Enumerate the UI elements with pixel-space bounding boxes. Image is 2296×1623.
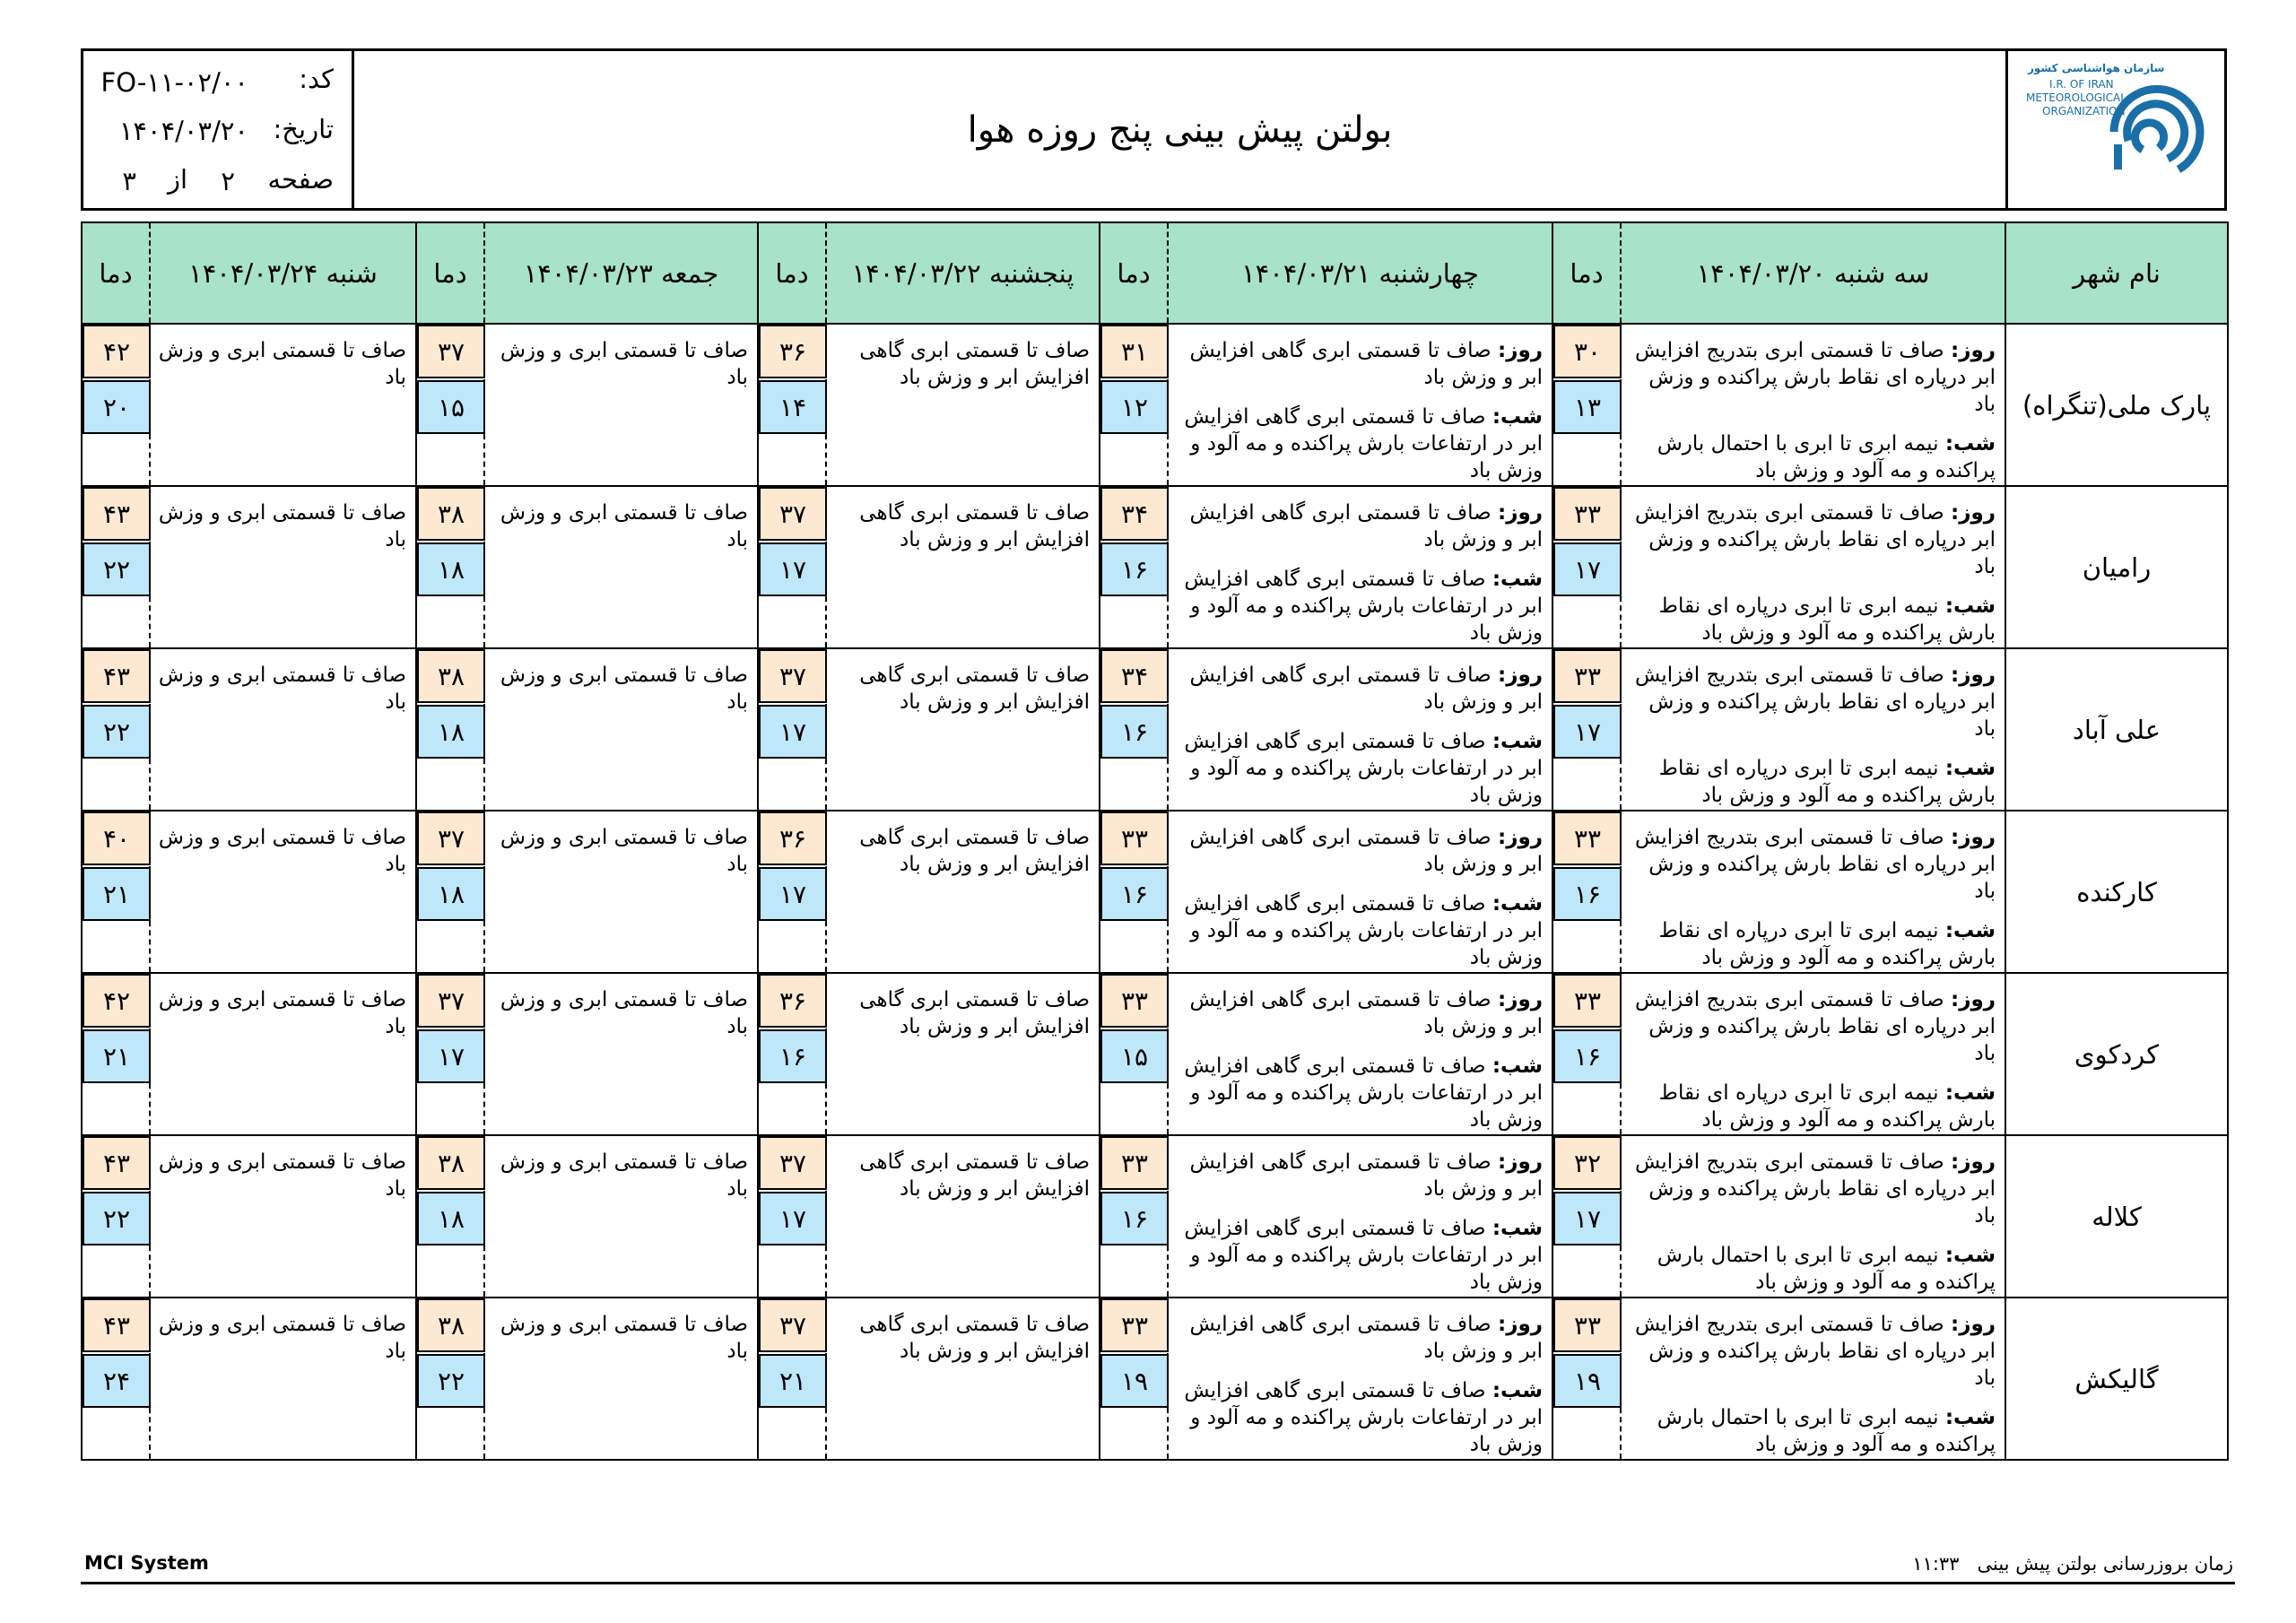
day-text: صاف تا قسمتی ابری بتدریج افزایش ابر درپاره ای نقاط بارش پراکنده و وزش باد — [1634, 664, 1996, 741]
min-temp: ۱۴ — [759, 380, 827, 434]
day-label: روز: — [1498, 339, 1543, 362]
table-header-row — [82, 222, 2228, 324]
night-label: شب: — [1944, 432, 1996, 456]
day-forecast — [1174, 824, 1543, 878]
temp-cell — [416, 486, 484, 648]
temp-cell — [1100, 648, 1168, 811]
max-temp: ۳۱ — [1100, 325, 1169, 378]
max-temp: ۳۳ — [1100, 812, 1169, 865]
forecast-day-night — [1621, 973, 2005, 1135]
page-current: ۲ — [221, 166, 235, 196]
table-row — [82, 486, 2228, 648]
max-temp: ۳۳ — [1553, 487, 1622, 541]
forecast-text: صاف تا قسمتی ابری و وزش باد — [484, 486, 758, 648]
day-text: صاف تا قسمتی ابری بتدریج افزایش ابر درپاره ای نقاط بارش پراکنده و وزش باد — [1634, 826, 1996, 903]
temp-cell — [758, 1135, 826, 1298]
max-temp: ۳۷ — [759, 649, 827, 703]
night-forecast — [1627, 430, 1996, 484]
night-forecast — [1627, 917, 1996, 971]
max-temp: ۴۲ — [83, 974, 151, 1028]
temp-cell — [416, 1298, 484, 1460]
forecast-text: صاف تا قسمتی ابری و وزش باد — [150, 1298, 416, 1460]
day-forecast — [1174, 1311, 1543, 1365]
night-text: نیمه ابری تا ابری درپاره ای نقاط بارش پراکنده و مه آلود و وزش باد — [1658, 595, 1996, 645]
temp-cell — [1552, 648, 1621, 811]
max-temp: ۳۷ — [759, 487, 827, 541]
max-temp: ۳۷ — [417, 974, 485, 1028]
min-temp: ۲۲ — [417, 1354, 485, 1408]
min-temp: ۱۳ — [1553, 380, 1622, 434]
city-name: پارک ملی(تنگراه) — [2005, 324, 2228, 486]
temp-cell — [1100, 973, 1168, 1135]
night-forecast — [1174, 404, 1543, 484]
min-temp: ۱۶ — [1100, 705, 1169, 759]
forecast-day-night — [1621, 1298, 2005, 1460]
temp-cell — [82, 811, 150, 973]
day-forecast — [1627, 986, 1996, 1067]
day-label: روز: — [1951, 1313, 1996, 1336]
night-forecast — [1174, 890, 1543, 971]
city-name: گالیکش — [2005, 1298, 2228, 1460]
temp-cell — [82, 973, 150, 1135]
table-row — [82, 973, 2228, 1135]
footer-divider — [81, 1582, 2235, 1584]
temp-cell — [1100, 1298, 1168, 1460]
forecast-text: صاف تا قسمتی ابری و وزش باد — [484, 1298, 758, 1460]
night-forecast — [1174, 566, 1543, 647]
temp-cell — [1552, 811, 1621, 973]
forecast-text: صاف تا قسمتی ابری گاهی افزایش ابر و وزش باد — [826, 811, 1100, 973]
min-temp: ۱۶ — [1553, 867, 1622, 921]
max-temp: ۳۶ — [759, 325, 827, 378]
night-text: نیمه ابری تا ابری درپاره ای نقاط بارش پراکنده و مه آلود و وزش باد — [1658, 1081, 1996, 1132]
meteorological-organization-logo — [2008, 51, 2227, 208]
min-temp: ۲۴ — [83, 1354, 151, 1408]
page-total: ۳ — [122, 166, 136, 196]
night-text: نیمه ابری تا ابری درپاره ای نقاط بارش پراکنده و مه آلود و وزش باد — [1658, 757, 1996, 807]
day-forecast — [1174, 499, 1543, 553]
day-forecast — [1627, 662, 1996, 742]
table-row — [82, 648, 2228, 811]
forecast-text: صاف تا قسمتی ابری و وزش باد — [150, 1135, 416, 1298]
forecast-text: صاف تا قسمتی ابری و وزش باد — [484, 811, 758, 973]
min-temp: ۲۲ — [83, 705, 151, 759]
forecast-day-night — [1621, 811, 2005, 973]
temp-cell — [416, 811, 484, 973]
city-name: کلاله — [2005, 1135, 2228, 1298]
max-temp: ۳۰ — [1553, 325, 1622, 378]
night-label: شب: — [1492, 1055, 1543, 1078]
temp-cell — [82, 486, 150, 648]
min-temp: ۱۷ — [759, 1192, 827, 1245]
night-label: شب: — [1492, 892, 1543, 916]
night-label: شب: — [1492, 568, 1543, 591]
max-temp: ۳۸ — [417, 649, 485, 703]
min-temp: ۱۸ — [417, 542, 485, 596]
forecast-text: صاف تا قسمتی ابری گاهی افزایش ابر و وزش باد — [826, 1298, 1100, 1460]
forecast-text: صاف تا قسمتی ابری و وزش باد — [150, 648, 416, 811]
temp-cell — [1552, 1135, 1621, 1298]
night-label: شب: — [1944, 1406, 1996, 1429]
night-text: صاف تا قسمتی ابری گاهی افزایش ابر در ارتفاعات بارش پراکنده و مه آلود و وزش باد — [1184, 568, 1543, 645]
max-temp: ۳۷ — [417, 325, 485, 378]
min-temp: ۱۷ — [1553, 705, 1622, 759]
night-text: صاف تا قسمتی ابری گاهی افزایش ابر در ارتفاعات بارش پراکنده و مه آلود و وزش باد — [1184, 892, 1543, 969]
min-temp: ۱۶ — [1100, 867, 1169, 921]
forecast-text: صاف تا قسمتی ابری گاهی افزایش ابر و وزش باد — [826, 648, 1100, 811]
temp-cell — [758, 324, 826, 486]
day-forecast — [1174, 1149, 1543, 1202]
table-row — [82, 1135, 2228, 1298]
logo-org-en-3: ORGANIZATION — [2042, 105, 2126, 117]
max-temp: ۳۸ — [417, 487, 485, 541]
day-text: صاف تا قسمتی ابری بتدریج افزایش ابر درپاره ای نقاط بارش پراکنده و وزش باد — [1634, 501, 1996, 578]
night-label: شب: — [1492, 730, 1543, 753]
min-temp: ۱۷ — [1553, 542, 1622, 596]
night-label: شب: — [1492, 1379, 1543, 1402]
max-temp: ۳۷ — [759, 1298, 827, 1352]
temp-cell — [758, 973, 826, 1135]
table-row — [82, 324, 2228, 486]
forecast-text: صاف تا قسمتی ابری و وزش باد — [484, 648, 758, 811]
night-forecast — [1627, 593, 1996, 647]
min-temp: ۱۶ — [759, 1029, 827, 1083]
forecast-text: صاف تا قسمتی ابری و وزش باد — [484, 324, 758, 486]
temp-cell — [82, 1298, 150, 1460]
city-name: علی آباد — [2005, 648, 2228, 811]
day-text: صاف تا قسمتی ابری بتدریج افزایش ابر درپاره ای نقاط بارش پراکنده و وزش باد — [1634, 988, 1996, 1065]
date-value: ۱۴۰۴/۰۳/۲۰ — [118, 116, 248, 146]
max-temp: ۳۲ — [1553, 1136, 1622, 1190]
night-label: شب: — [1944, 1081, 1996, 1105]
temp-cell — [82, 648, 150, 811]
temp-cell — [758, 811, 826, 973]
temp-header: دما — [416, 222, 484, 324]
night-forecast — [1627, 1242, 1996, 1296]
night-label: شب: — [1492, 1217, 1543, 1240]
code-label: کد: — [299, 64, 334, 94]
max-temp: ۳۳ — [1100, 974, 1169, 1028]
page-label: صفحه — [267, 164, 334, 195]
temp-cell — [1552, 324, 1621, 486]
max-temp: ۳۸ — [417, 1136, 485, 1190]
night-text: نیمه ابری تا ابری با احتمال بارش پراکنده و مه آلود و وزش باد — [1657, 1244, 1996, 1294]
max-temp: ۳۸ — [417, 1298, 485, 1352]
max-temp: ۳۳ — [1100, 1298, 1169, 1352]
day-label: روز: — [1951, 988, 1996, 1011]
night-label: شب: — [1944, 919, 1996, 942]
temp-cell — [1552, 486, 1621, 648]
max-temp: ۳۳ — [1553, 812, 1622, 865]
day-text: صاف تا قسمتی ابری گاهی افزایش ابر و وزش باد — [1189, 826, 1543, 876]
logo-cell — [2005, 51, 2224, 208]
min-temp: ۱۸ — [417, 705, 485, 759]
footer-system: MCI System — [84, 1552, 209, 1574]
temp-header: دما — [1100, 222, 1168, 324]
city-name: کردکوی — [2005, 973, 2228, 1135]
forecast-text: صاف تا قسمتی ابری گاهی افزایش ابر و وزش باد — [826, 1135, 1100, 1298]
day-text: صاف تا قسمتی ابری گاهی افزایش ابر و وزش باد — [1189, 664, 1543, 714]
min-temp: ۲۱ — [83, 867, 151, 921]
forecast-text: صاف تا قسمتی ابری و وزش باد — [150, 973, 416, 1135]
footer-update-label: زمان بروزرسانی بولتن پیش بینی — [1977, 1553, 2233, 1575]
temp-cell — [416, 324, 484, 486]
temp-cell — [416, 973, 484, 1135]
max-temp: ۴۳ — [83, 1298, 151, 1352]
date-label: تاریخ: — [273, 114, 334, 144]
document-meta — [83, 51, 354, 208]
min-temp: ۲۰ — [83, 380, 151, 434]
max-temp: ۴۲ — [83, 325, 151, 378]
day-forecast — [1174, 662, 1543, 716]
max-temp: ۴۳ — [83, 487, 151, 541]
temp-cell — [82, 1135, 150, 1298]
temp-header: دما — [758, 222, 826, 324]
temp-cell — [1100, 811, 1168, 973]
temp-cell — [82, 324, 150, 486]
min-temp: ۱۸ — [417, 867, 485, 921]
day-forecast — [1174, 337, 1543, 391]
page-title: بولتن پیش بینی پنج روزه هوا — [967, 108, 1393, 151]
day-forecast — [1627, 499, 1996, 580]
night-forecast — [1627, 1404, 1996, 1458]
max-temp: ۳۶ — [759, 812, 827, 865]
city-header: نام شهر — [2005, 222, 2228, 324]
min-temp: ۱۸ — [417, 1192, 485, 1245]
min-temp: ۱۷ — [759, 542, 827, 596]
night-forecast — [1174, 1215, 1543, 1296]
max-temp: ۴۳ — [83, 1136, 151, 1190]
day-header: چهارشنبه ۱۴۰۴/۰۳/۲۱ — [1168, 222, 1552, 324]
max-temp: ۳۳ — [1100, 1136, 1169, 1190]
night-label: شب: — [1944, 1244, 1996, 1267]
day-text: صاف تا قسمتی ابری گاهی افزایش ابر و وزش باد — [1189, 501, 1543, 551]
table-row — [82, 811, 2228, 973]
logo-org-en-2: METEOROLOGICAL — [2026, 91, 2126, 104]
temp-cell — [416, 648, 484, 811]
forecast-day-night — [1621, 486, 2005, 648]
max-temp: ۳۳ — [1553, 974, 1622, 1028]
temp-cell — [1552, 973, 1621, 1135]
min-temp: ۱۷ — [759, 867, 827, 921]
forecast-text: صاف تا قسمتی ابری و وزش باد — [484, 1135, 758, 1298]
page-of: از — [167, 164, 187, 195]
forecast-day-night — [1621, 1135, 2005, 1298]
day-label: روز: — [1498, 501, 1543, 525]
forecast-table — [81, 221, 2229, 1461]
max-temp: ۴۳ — [83, 649, 151, 703]
day-text: صاف تا قسمتی ابری بتدریج افزایش ابر درپاره ای نقاط بارش پراکنده و وزش باد — [1634, 1313, 1996, 1390]
day-label: روز: — [1951, 1150, 1996, 1174]
temp-header: دما — [1552, 222, 1621, 324]
day-forecast — [1174, 986, 1543, 1040]
forecast-day-night — [1168, 973, 1552, 1135]
min-temp: ۲۱ — [83, 1029, 151, 1083]
day-forecast — [1627, 1149, 1996, 1229]
min-temp: ۱۹ — [1553, 1354, 1622, 1408]
night-text: صاف تا قسمتی ابری گاهی افزایش ابر در ارتفاعات بارش پراکنده و مه آلود و وزش باد — [1184, 405, 1543, 482]
bulletin-header — [81, 48, 2227, 211]
code-value: FO-۱۱-۰۲/۰۰ — [100, 67, 248, 98]
day-label: روز: — [1498, 826, 1543, 849]
forecast-day-night — [1621, 324, 2005, 486]
temp-cell — [1100, 1135, 1168, 1298]
night-label: شب: — [1944, 757, 1996, 780]
forecast-text: صاف تا قسمتی ابری گاهی افزایش ابر و وزش باد — [826, 486, 1100, 648]
min-temp: ۱۲ — [1100, 380, 1169, 434]
temp-cell — [416, 1135, 484, 1298]
day-text: صاف تا قسمتی ابری گاهی افزایش ابر و وزش باد — [1189, 1150, 1543, 1201]
forecast-text: صاف تا قسمتی ابری گاهی افزایش ابر و وزش باد — [826, 973, 1100, 1135]
day-text: صاف تا قسمتی ابری بتدریج افزایش ابر درپاره ای نقاط بارش پراکنده و وزش باد — [1634, 1150, 1996, 1228]
city-name: کارکنده — [2005, 811, 2228, 973]
night-text: نیمه ابری تا ابری با احتمال بارش پراکنده و مه آلود و وزش باد — [1657, 432, 1996, 482]
max-temp: ۳۷ — [759, 1136, 827, 1190]
logo-org-fa: سازمان هواشناسی کشور — [2028, 62, 2165, 74]
temp-cell — [1552, 1298, 1621, 1460]
day-label: روز: — [1951, 339, 1996, 362]
temp-cell — [1100, 324, 1168, 486]
temp-cell — [758, 648, 826, 811]
forecast-day-night — [1168, 1135, 1552, 1298]
max-temp: ۴۰ — [83, 812, 151, 865]
table-row — [82, 1298, 2228, 1460]
day-text: صاف تا قسمتی ابری گاهی افزایش ابر و وزش باد — [1189, 988, 1543, 1038]
forecast-text: صاف تا قسمتی ابری و وزش باد — [150, 811, 416, 973]
forecast-day-night — [1168, 648, 1552, 811]
night-forecast — [1174, 728, 1543, 809]
day-text: صاف تا قسمتی ابری گاهی افزایش ابر و وزش باد — [1189, 339, 1543, 389]
forecast-day-night — [1168, 486, 1552, 648]
min-temp: ۱۶ — [1100, 1192, 1169, 1245]
day-text: صاف تا قسمتی ابری بتدریج افزایش ابر درپاره ای نقاط بارش پراکنده و وزش باد — [1634, 339, 1996, 416]
forecast-text: صاف تا قسمتی ابری و وزش باد — [150, 486, 416, 648]
forecast-day-night — [1168, 1298, 1552, 1460]
temp-header: دما — [82, 222, 150, 324]
max-temp: ۳۳ — [1553, 1298, 1622, 1352]
min-temp: ۲۱ — [759, 1354, 827, 1408]
day-text: صاف تا قسمتی ابری گاهی افزایش ابر و وزش باد — [1189, 1313, 1543, 1363]
night-text: نیمه ابری تا ابری درپاره ای نقاط بارش پراکنده و مه آلود و وزش باد — [1658, 919, 1996, 969]
day-header: پنجشنبه ۱۴۰۴/۰۳/۲۲ — [826, 222, 1100, 324]
night-text: نیمه ابری تا ابری با احتمال بارش پراکنده و مه آلود و وزش باد — [1657, 1406, 1996, 1456]
max-temp: ۳۳ — [1553, 649, 1622, 703]
day-label: روز: — [1498, 1150, 1543, 1174]
logo-org-en-1: I.R. OF IRAN — [2049, 78, 2114, 91]
day-header: جمعه ۱۴۰۴/۰۳/۲۳ — [484, 222, 758, 324]
min-temp: ۱۹ — [1100, 1354, 1169, 1408]
day-label: روز: — [1498, 664, 1543, 687]
night-label: شب: — [1944, 595, 1996, 618]
min-temp: ۲۲ — [83, 1192, 151, 1245]
night-text: صاف تا قسمتی ابری گاهی افزایش ابر در ارتفاعات بارش پراکنده و مه آلود و وزش باد — [1184, 1379, 1543, 1456]
footer-update-time: ۱۱:۳۳ — [1912, 1553, 1960, 1575]
temp-cell — [758, 486, 826, 648]
night-text: صاف تا قسمتی ابری گاهی افزایش ابر در ارتفاعات بارش پراکنده و مه آلود و وزش باد — [1184, 730, 1543, 807]
forecast-day-night — [1168, 324, 1552, 486]
min-temp: ۱۶ — [1553, 1029, 1622, 1083]
min-temp: ۲۲ — [83, 542, 151, 596]
min-temp: ۱۷ — [759, 705, 827, 759]
day-header: سه شنبه ۱۴۰۴/۰۳/۲۰ — [1621, 222, 2005, 324]
day-label: روز: — [1951, 501, 1996, 525]
day-forecast — [1627, 337, 1996, 418]
night-label: شب: — [1492, 405, 1543, 429]
night-forecast — [1627, 1080, 1996, 1133]
min-temp: ۱۵ — [417, 380, 485, 434]
city-name: رامیان — [2005, 486, 2228, 648]
day-header: شنبه ۱۴۰۴/۰۳/۲۴ — [150, 222, 416, 324]
forecast-day-night — [1621, 648, 2005, 811]
night-text: صاف تا قسمتی ابری گاهی افزایش ابر در ارتفاعات بارش پراکنده و مه آلود و وزش باد — [1184, 1055, 1543, 1132]
min-temp: ۱۷ — [417, 1029, 485, 1083]
day-label: روز: — [1498, 988, 1543, 1011]
day-label: روز: — [1951, 664, 1996, 687]
day-label: روز: — [1498, 1313, 1543, 1336]
max-temp: ۳۴ — [1100, 487, 1169, 541]
min-temp: ۱۵ — [1100, 1029, 1169, 1083]
forecast-text: صاف تا قسمتی ابری و وزش باد — [150, 324, 416, 486]
day-forecast — [1627, 1311, 1996, 1392]
night-forecast — [1627, 755, 1996, 809]
forecast-text: صاف تا قسمتی ابری و وزش باد — [484, 973, 758, 1135]
temp-cell — [758, 1298, 826, 1460]
day-label: روز: — [1951, 826, 1996, 849]
title-cell — [354, 51, 2005, 208]
max-temp: ۳۷ — [417, 812, 485, 865]
night-forecast — [1174, 1377, 1543, 1458]
day-forecast — [1627, 824, 1996, 905]
night-text: صاف تا قسمتی ابری گاهی افزایش ابر در ارتفاعات بارش پراکنده و مه آلود و وزش باد — [1184, 1217, 1543, 1294]
min-temp: ۱۶ — [1100, 542, 1169, 596]
min-temp: ۱۷ — [1553, 1192, 1622, 1245]
footer-update — [1912, 1553, 2233, 1575]
max-temp: ۳۶ — [759, 974, 827, 1028]
max-temp: ۳۴ — [1100, 649, 1169, 703]
night-forecast — [1174, 1053, 1543, 1133]
temp-cell — [1100, 486, 1168, 648]
forecast-day-night — [1168, 811, 1552, 973]
forecast-text: صاف تا قسمتی ابری گاهی افزایش ابر و وزش باد — [826, 324, 1100, 486]
